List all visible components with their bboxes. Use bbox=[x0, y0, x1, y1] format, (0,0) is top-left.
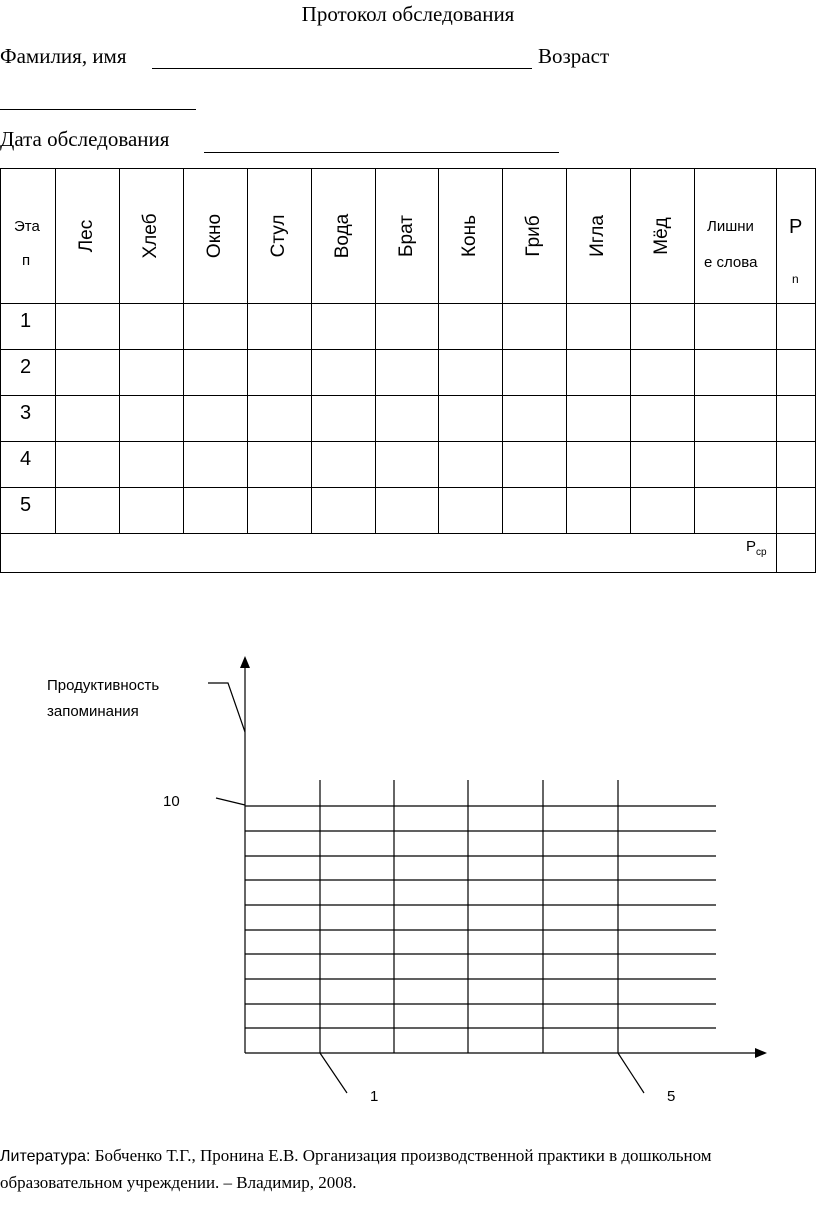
age-label: Возраст bbox=[538, 44, 610, 68]
word-header: Гриб bbox=[523, 215, 544, 257]
name-field[interactable] bbox=[152, 68, 532, 69]
x-first-leader bbox=[320, 1053, 347, 1093]
literature-text: Бобченко Т.Г., Пронина Е.В. Организация производственной практики в дошкольном образовательном учреждении. – Владимир, 2008. bbox=[0, 1146, 712, 1192]
y-axis-arrow bbox=[240, 656, 250, 668]
col-extra-header-2: е слова bbox=[704, 254, 758, 271]
y-label-leader bbox=[208, 683, 245, 732]
row-number-3: 3 bbox=[20, 402, 32, 424]
col-p-header: Р bbox=[789, 216, 803, 238]
date-field[interactable] bbox=[204, 152, 559, 153]
page-title: Протокол обследования bbox=[301, 2, 515, 26]
col-p-sub: n bbox=[792, 272, 799, 286]
x-last-tick-label: 5 bbox=[667, 1088, 676, 1105]
word-header: Окно bbox=[204, 213, 225, 259]
col-extra-header-1: Лишни bbox=[707, 218, 754, 235]
row-number-2: 2 bbox=[20, 356, 32, 378]
word-header: Конь bbox=[459, 214, 480, 258]
y-axis-label-1: Продуктивность bbox=[47, 677, 160, 694]
avg-label-sub: ср bbox=[756, 547, 767, 558]
age-field[interactable] bbox=[0, 109, 196, 110]
word-header: Хлеб bbox=[140, 213, 161, 259]
word-header: Мёд bbox=[651, 217, 672, 255]
name-label: Фамилия, имя bbox=[0, 44, 127, 68]
literature-block bbox=[0, 1143, 816, 1196]
y-axis-label-2: запоминания bbox=[47, 703, 139, 720]
col-stage-header-2: п bbox=[22, 252, 31, 269]
word-header: Игла bbox=[587, 215, 608, 257]
chart-grid bbox=[208, 664, 758, 1093]
word-header: Вода bbox=[332, 213, 353, 259]
date-label: Дата обследования bbox=[0, 127, 170, 151]
x-first-tick-label: 1 bbox=[370, 1088, 379, 1105]
avg-label bbox=[746, 538, 767, 558]
literature-label: Литература: bbox=[0, 1148, 91, 1165]
row-number-1: 1 bbox=[20, 310, 32, 332]
word-header: Стул bbox=[268, 214, 289, 258]
col-stage-header-1: Эта bbox=[14, 218, 40, 235]
word-header: Лес bbox=[76, 219, 97, 253]
avg-label-main: Р bbox=[746, 538, 757, 555]
y-max-tick-label: 10 bbox=[163, 793, 180, 810]
word-header: Брат bbox=[395, 215, 417, 257]
row-number-4: 4 bbox=[20, 448, 32, 470]
x-axis-arrow bbox=[755, 1048, 767, 1058]
row-number-5: 5 bbox=[20, 494, 32, 516]
y-max-leader bbox=[216, 798, 245, 805]
x-last-leader bbox=[618, 1053, 644, 1093]
